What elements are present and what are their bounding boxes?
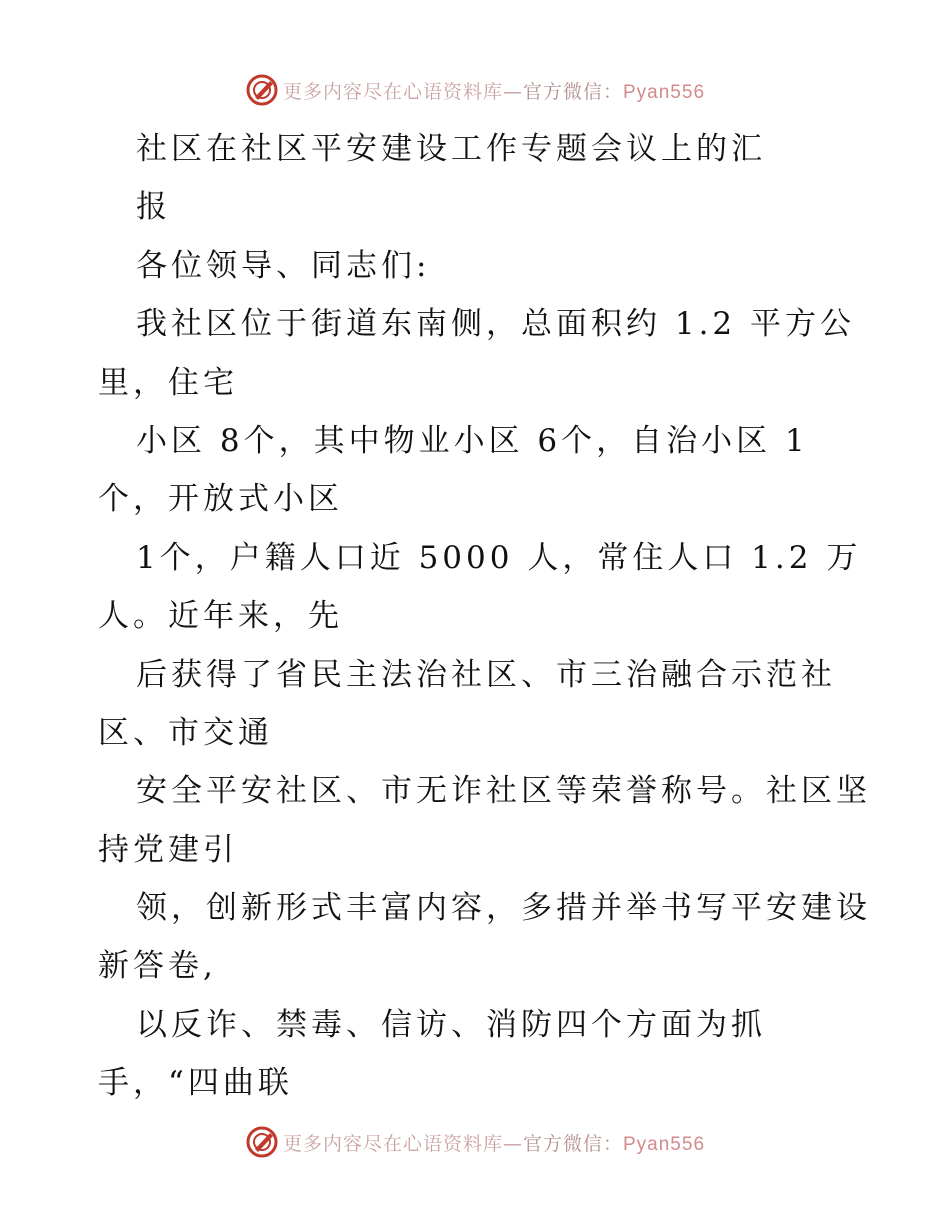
header-wechat-label: 官方微信： <box>522 80 623 103</box>
doc-line: 安全平安社区、市无诈社区等荣誉称号。社区坚 <box>136 773 871 810</box>
doc-line: 报 <box>136 189 171 226</box>
header-banner <box>0 70 950 110</box>
doc-line: 1个，户籍人口近 5000 人，常住人口 1.2 万 <box>136 539 862 576</box>
footer-banner <box>0 1122 950 1162</box>
doc-line: 小区 8个，其中物业小区 6个，自治小区 1 <box>136 422 809 459</box>
header-wechat-id: Pyan556 <box>623 81 706 103</box>
doc-line: 以反诈、禁毒、信访、消防四个方面为抓 <box>136 1006 766 1043</box>
document-body <box>98 120 878 1113</box>
doc-line: 里，住宅 <box>98 364 238 401</box>
logo-icon <box>245 1125 279 1159</box>
footer-dash: — <box>502 1132 523 1155</box>
doc-line: 手，“四曲联 <box>98 1065 293 1102</box>
footer-wechat-id: Pyan556 <box>623 1133 706 1155</box>
header-promo: 更多内容尽在心语资料库 <box>282 80 503 103</box>
header-dash: — <box>502 80 523 103</box>
doc-line: 各位领导、同志们: <box>136 247 431 284</box>
doc-line: 区、市交通 <box>98 714 273 751</box>
doc-line: 后获得了省民主法治社区、市三治融合示范社 <box>136 656 836 693</box>
doc-line: 领，创新形式丰富内容，多措并举书写平安建设 <box>136 890 871 927</box>
footer-promo: 更多内容尽在心语资料库 <box>282 1132 503 1155</box>
doc-line: 个，开放式小区 <box>98 481 343 518</box>
doc-line: 持党建引 <box>98 831 238 868</box>
doc-line: 人。近年来，先 <box>98 598 343 635</box>
footer-text <box>283 1129 705 1156</box>
header-text <box>283 77 705 104</box>
logo-icon <box>245 73 279 107</box>
doc-line: 新答卷, <box>98 948 217 985</box>
footer-wechat-label: 官方微信： <box>522 1132 623 1155</box>
doc-line: 我社区位于街道东南侧，总面积约 1.2 平方公 <box>136 306 856 343</box>
doc-line: 社区在社区平安建设工作专题会议上的汇 <box>136 131 766 167</box>
